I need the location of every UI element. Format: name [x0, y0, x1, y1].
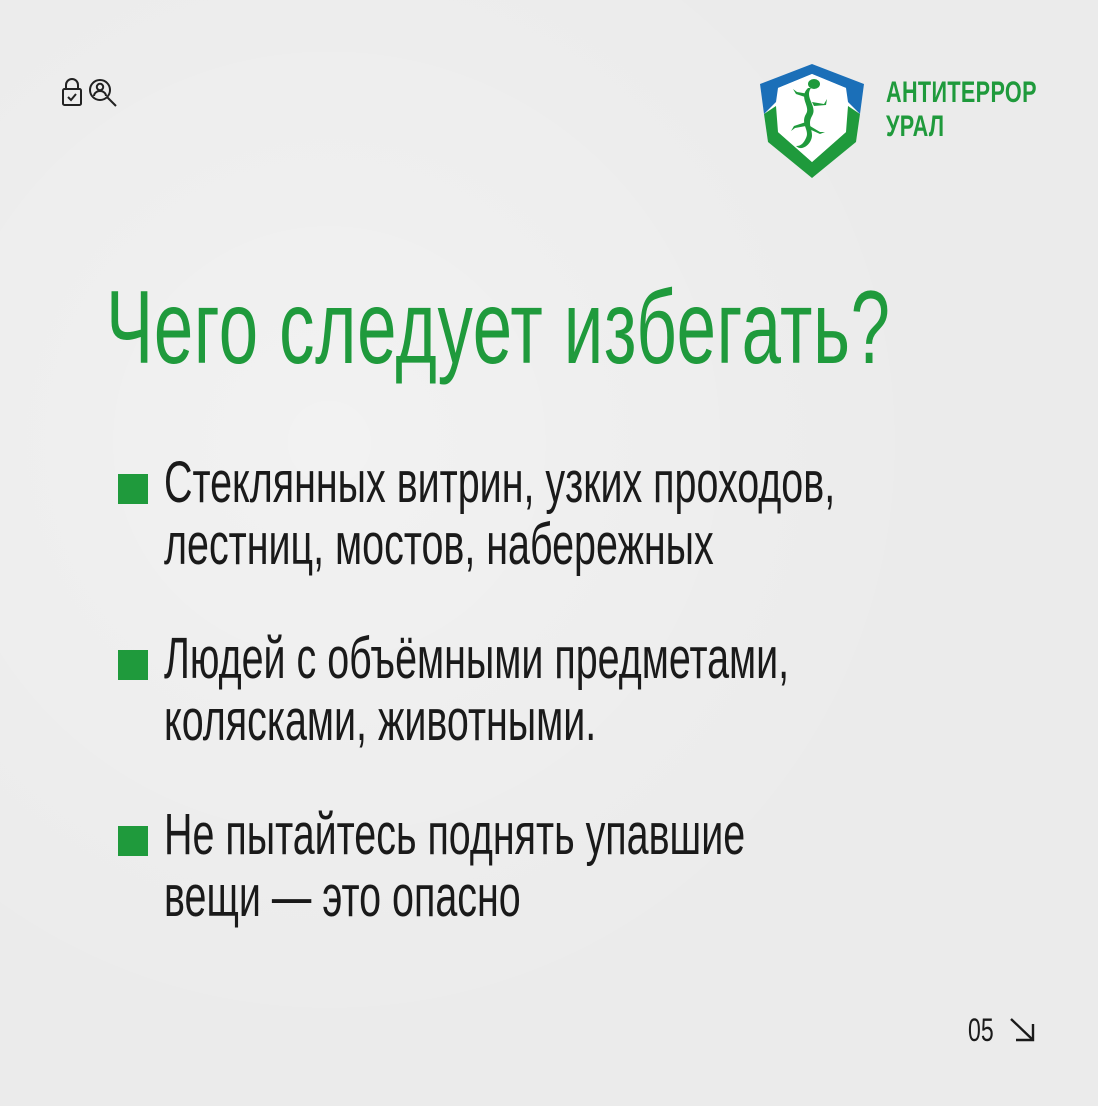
shield-lizard-icon — [756, 62, 868, 182]
list-item-line: вещи — это опасно — [164, 864, 521, 929]
arrow-down-right-icon — [1008, 1016, 1038, 1044]
brand-name — [886, 76, 1037, 144]
header-icons — [60, 76, 124, 110]
list-item-line: Людей с объёмными предметами, — [164, 626, 790, 691]
bullet-square-icon — [118, 474, 148, 504]
list-item-text — [164, 804, 745, 928]
user-search-icon — [90, 80, 116, 106]
list-item-line: колясками, животными. — [164, 688, 597, 753]
list-item-line: лестниц, мостов, набережных — [164, 512, 714, 577]
brand-line-2: УРАЛ — [886, 110, 945, 143]
lock-check-icon — [63, 79, 81, 105]
bullet-square-icon — [118, 650, 148, 680]
bullet-square-icon — [118, 826, 148, 856]
list-item-line: Не пытайтесь поднять упавшие — [164, 802, 746, 867]
list-item-text — [164, 452, 835, 576]
page-title: Чего следует избегать? — [106, 270, 891, 386]
list-item-line: Стеклянных витрин, узких проходов, — [164, 450, 836, 515]
page-number: 05 — [968, 1012, 994, 1048]
brand-logo — [756, 62, 1056, 182]
list-item-text — [164, 628, 789, 752]
brand-line-1: АНТИТЕРРОР — [886, 76, 1037, 109]
